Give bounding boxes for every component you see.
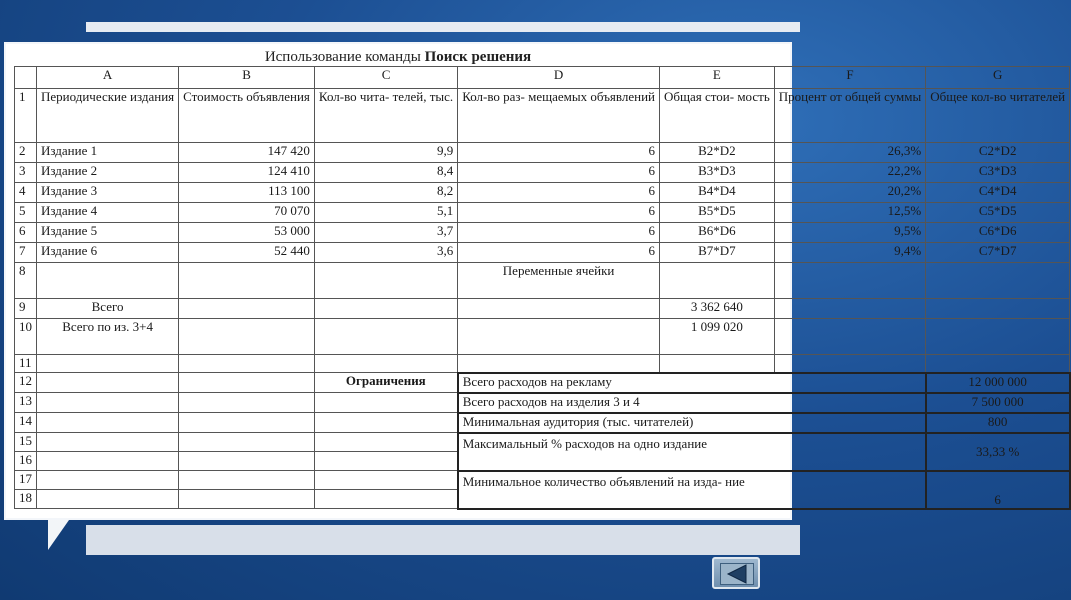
cell-f xyxy=(774,299,925,319)
col-header: C xyxy=(314,67,457,89)
cell-d: 6 xyxy=(458,203,660,223)
constraint-value: 33,33 % xyxy=(926,433,1070,471)
row-number: 15 xyxy=(15,433,37,452)
constraint-value: 7 500 000 xyxy=(926,393,1070,413)
cell-a: Издание 5 xyxy=(37,223,179,243)
constraint-label: Всего расходов на рекламу xyxy=(458,373,926,393)
cell-e: B2*D2 xyxy=(660,143,775,163)
cell-f: 12,5% xyxy=(774,203,925,223)
cell-d: 6 xyxy=(458,243,660,263)
cell-b xyxy=(179,319,315,355)
header-cell: Кол-во чита- телей, тыс. xyxy=(314,89,457,143)
row-number: 3 xyxy=(15,163,37,183)
col-header: D xyxy=(458,67,660,89)
cell-d: 6 xyxy=(458,223,660,243)
cell-a xyxy=(37,263,179,299)
row-number: 12 xyxy=(15,373,37,393)
row-number: 8 xyxy=(15,263,37,299)
cell-a: Издание 2 xyxy=(37,163,179,183)
table-row xyxy=(15,433,1070,452)
table-row xyxy=(15,299,1070,319)
header-cell: Общая стои- мость xyxy=(660,89,775,143)
header-row xyxy=(15,89,1070,143)
col-header: A xyxy=(37,67,179,89)
table-row xyxy=(15,393,1070,413)
header-cell: Кол-во раз- мещаемых объявлений xyxy=(458,89,660,143)
cell-g: C3*D3 xyxy=(926,163,1070,183)
cell-c xyxy=(314,263,457,299)
cell-a: Издание 6 xyxy=(37,243,179,263)
cell-c xyxy=(314,299,457,319)
cell-b: 124 410 xyxy=(179,163,315,183)
table-row xyxy=(15,471,1070,490)
back-button[interactable] xyxy=(712,557,760,589)
constraint-value: 800 xyxy=(926,413,1070,433)
cell-g xyxy=(926,263,1070,299)
constraint-label: Всего расходов на изделия 3 и 4 xyxy=(458,393,926,413)
constraints-label: Ограничения xyxy=(314,373,457,393)
constraint-label: Минимальное количество объявлений на изда- ние xyxy=(458,471,926,509)
cell-f: 26,3% xyxy=(774,143,925,163)
top-ribbon xyxy=(86,22,800,32)
triangle-left-icon xyxy=(722,561,754,587)
col-header: B xyxy=(179,67,315,89)
row-number: 6 xyxy=(15,223,37,243)
row-number: 17 xyxy=(15,471,37,490)
cell-c: 3,7 xyxy=(314,223,457,243)
cell-e: B5*D5 xyxy=(660,203,775,223)
total-3-4-value: 1 099 020 xyxy=(660,319,775,355)
table-row xyxy=(15,263,1070,299)
row-number: 4 xyxy=(15,183,37,203)
cell-g: C2*D2 xyxy=(926,143,1070,163)
cell-f: 9,5% xyxy=(774,223,925,243)
constraint-value: 12 000 000 xyxy=(926,373,1070,393)
cell-g xyxy=(926,319,1070,355)
cell-b: 70 070 xyxy=(179,203,315,223)
row-number: 1 xyxy=(15,89,37,143)
cell-d: 6 xyxy=(458,143,660,163)
cell-f: 22,2% xyxy=(774,163,925,183)
row-number: 16 xyxy=(15,452,37,471)
row-number: 10 xyxy=(15,319,37,355)
table-row xyxy=(15,223,1070,243)
table-row xyxy=(15,243,1070,263)
table-row xyxy=(15,413,1070,433)
title-bold: Поиск решения xyxy=(424,49,532,65)
table-row xyxy=(15,143,1070,163)
cell-e xyxy=(660,263,775,299)
row-number: 7 xyxy=(15,243,37,263)
cell-c xyxy=(314,319,457,355)
cell-e: B6*D6 xyxy=(660,223,775,243)
table-row xyxy=(15,203,1070,223)
cell-b: 52 440 xyxy=(179,243,315,263)
table-row xyxy=(15,373,1070,393)
table-row xyxy=(15,355,1070,373)
row-number: 2 xyxy=(15,143,37,163)
cell-g: C4*D4 xyxy=(926,183,1070,203)
corner-cell xyxy=(15,67,37,89)
cell-b: 147 420 xyxy=(179,143,315,163)
total-3-4-label: Всего по из. 3+4 xyxy=(37,319,179,355)
cell-e: B4*D4 xyxy=(660,183,775,203)
constraint-label: Минимальная аудитория (тыс. читателей) xyxy=(458,413,926,433)
column-header-row xyxy=(15,67,1070,89)
cell-d xyxy=(458,299,660,319)
cell-e: B7*D7 xyxy=(660,243,775,263)
cell-c: 8,4 xyxy=(314,163,457,183)
cell-e: B3*D3 xyxy=(660,163,775,183)
header-cell: Процент от общей суммы xyxy=(774,89,925,143)
col-header: E xyxy=(660,67,775,89)
cell-g: C7*D7 xyxy=(926,243,1070,263)
constraint-label: Максимальный % расходов на одно издание xyxy=(458,433,926,471)
cell-g xyxy=(926,299,1070,319)
cell-a: Издание 3 xyxy=(37,183,179,203)
bottom-ribbon xyxy=(86,525,800,555)
cell-b xyxy=(179,299,315,319)
row-number: 13 xyxy=(15,393,37,413)
row-number: 11 xyxy=(15,355,37,373)
header-cell: Общее кол-во читателей xyxy=(926,89,1070,143)
cell-b xyxy=(179,263,315,299)
row-number: 5 xyxy=(15,203,37,223)
header-cell: Периодические издания xyxy=(37,89,179,143)
table-row xyxy=(15,319,1070,355)
cell-d xyxy=(458,319,660,355)
spreadsheet-table xyxy=(14,66,1071,510)
cell-f: 20,2% xyxy=(774,183,925,203)
table-row xyxy=(15,183,1070,203)
cell-c: 3,6 xyxy=(314,243,457,263)
cell-g: C6*D6 xyxy=(926,223,1070,243)
cell-f xyxy=(774,263,925,299)
slide-title xyxy=(6,49,790,66)
col-header: F xyxy=(774,67,925,89)
cell-a: Издание 4 xyxy=(37,203,179,223)
total-value: 3 362 640 xyxy=(660,299,775,319)
constraint-value: 6 xyxy=(926,471,1070,509)
variable-cells-label: Переменные ячейки xyxy=(458,263,660,299)
row-number: 9 xyxy=(15,299,37,319)
cell-f: 9,4% xyxy=(774,243,925,263)
title-prefix: Использование команды xyxy=(264,49,425,65)
cell-b: 53 000 xyxy=(179,223,315,243)
cell-a: Издание 1 xyxy=(37,143,179,163)
row-number: 14 xyxy=(15,413,37,433)
col-header: G xyxy=(926,67,1070,89)
cell-d: 6 xyxy=(458,183,660,203)
cell-f xyxy=(774,319,925,355)
cell-d: 6 xyxy=(458,163,660,183)
slide-card xyxy=(6,44,1066,518)
cell-b: 113 100 xyxy=(179,183,315,203)
row-number: 18 xyxy=(15,490,37,509)
cell-g: C5*D5 xyxy=(926,203,1070,223)
total-label: Всего xyxy=(37,299,179,319)
cell-c: 5,1 xyxy=(314,203,457,223)
table-row xyxy=(15,163,1070,183)
cell-c: 8,2 xyxy=(314,183,457,203)
header-cell: Стоимость объявления xyxy=(179,89,315,143)
cell-c: 9,9 xyxy=(314,143,457,163)
